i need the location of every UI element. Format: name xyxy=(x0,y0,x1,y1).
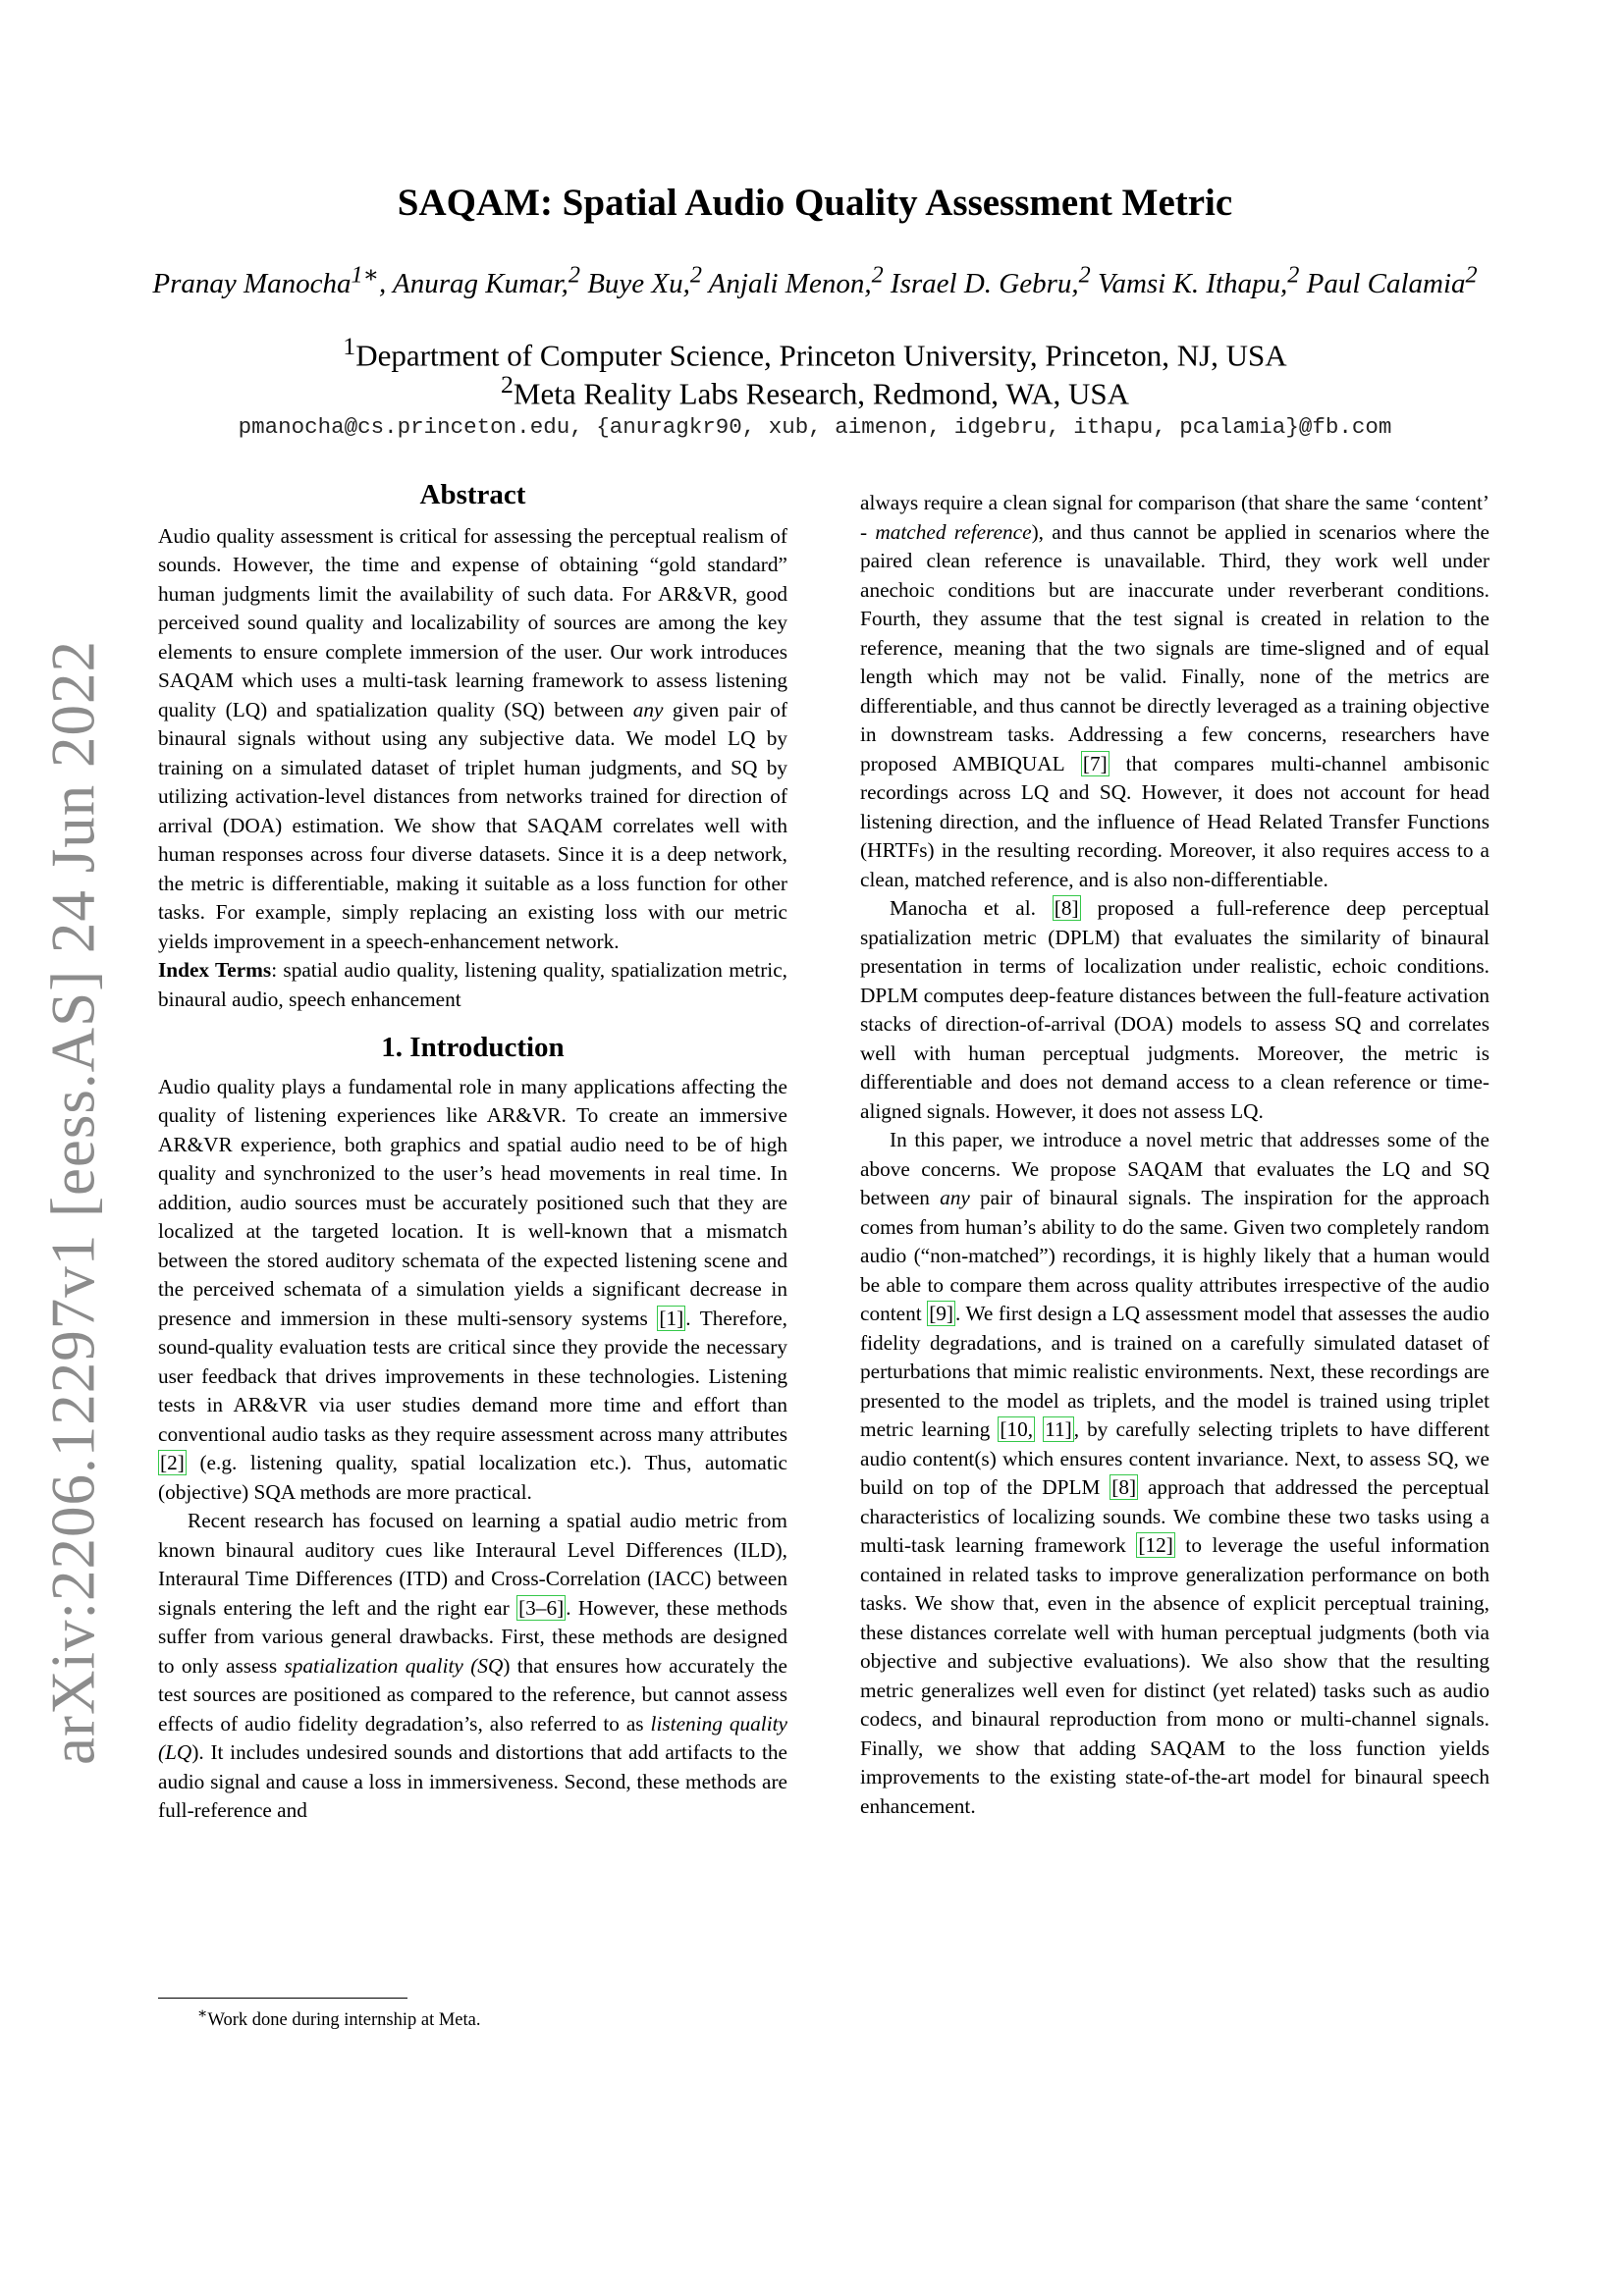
author: Anurag Kumar,$^2$ xyxy=(393,261,580,299)
citation-link[interactable]: [2] xyxy=(160,1451,185,1474)
intro-paragraph: always require a clean signal for comparison (that share the same ‘content’ - matched reference), and thus cannot be applied in scenarios where the paired clean reference is unavailable. Third, they work well under anechoic conditions but are inaccurate under reverberant conditions. Fourth, they assume that the test signal is created in relation to the reference, meaning that the two signals are time-sligned and of equal length which may not be valid. Finally, none of the metrics are differentiable, and thus cannot be directly leveraged as a training objective in downstream tasks. Addressing a few concerns, researchers have proposed AMBIQUAL [7] that compares multi-channel ambisonic recordings across LQ and SQ. However, it does not account for head listening direction, and the influence of Head Related Transfer Functions (HRTFs) in the resulting recording. Moreover, it also requires access to a clean, matched reference, and is also non-differentiable. xyxy=(860,491,1490,891)
citation-link[interactable]: [12] xyxy=(1138,1533,1173,1557)
arxiv-identifier: arXiv:2206.12297v1 [eess.AS] 24 Jun 2022 xyxy=(38,640,108,1765)
citation-link[interactable]: [3–6] xyxy=(518,1595,565,1620)
index-terms: Index Terms: spatial audio quality, listening quality, spatialization metric, binaural audio, speech enhancement xyxy=(158,958,787,1011)
author: Pranay Manocha$^{1∗}$ xyxy=(152,261,380,299)
author-list: Pranay Manocha$^{1∗}$, Anurag Kumar,$^2$ Buye Xu,$^2$ Anjali Menon,$^2$ Israel D. Gebru,$^2$ Vamsi K. Ithapu,$^2$ Paul Calamia$^2$ xyxy=(152,261,1478,299)
abstract-text: Audio quality assessment is critical for assessing the perceptual realism of sounds. However, the time and expense of obtaining “gold standard” human judgments limit the availability of such data. For AR&VR, good perceived sound quality and localizability of sources are among the key elements to ensure complete immersion of the user. Our work introduces SAQAM which uses a multi-task learning framework to assess listening quality (LQ) and spatialization quality (SQ) between any given pair of binaural signals without using any subjective data. We model LQ by training on a simulated dataset of triplet human judgments, and SQ by utilizing activation-level distances from networks trained for direction of arrival (DOA) estimation. We show that SAQAM correlates well with human responses across four diverse datasets. Since it is a deep network, the metric is differentiable, making it suitable as a loss function for other tasks. For example, simply replacing an existing loss with our metric yields improvement in a speech-enhancement network. xyxy=(158,523,787,953)
footnote-rule xyxy=(158,1998,407,1999)
left-column xyxy=(158,481,787,1826)
author: Paul Calamia$^2$ xyxy=(1306,261,1478,299)
citation-link[interactable]: [7] xyxy=(1082,751,1108,775)
intro-paragraph: Audio quality plays a fundamental role in many applications affecting the quality of listening experiences like AR&VR. To create an immersive AR&VR experience, both graphics and spatial audio need to be of high quality and synchronized to the user’s head movements in real time. In addition, audio sources must be accurately positioned such that they are localized at the targeted location. It is well-known that a mismatch between the stored auditory schemata of the expected listening scene and the perceived schemata of a simulation yields a significant decrease in presence and immersion in these multi-sensory systems [1]. Therefore, sound-quality evaluation tests are critical since they provide the necessary user feedback that drives improvements in these technologies. Listening tests in AR&VR via user studies demand more time and effort than conventional audio tasks as they require assessment across many attributes [2] (e.g. listening quality, spatial localization etc.). Thus, automatic (objective) SQA methods are more practical. xyxy=(158,1074,787,1504)
intro-paragraph: Recent research has focused on learning a spatial audio metric from known binaural auditory cues like Interaural Level Differences (ILD), Interaural Time Differences (ITD) and Cross-Correlation (IACC) between signals entering the left and the right ear [3–6]. However, these methods suffer from various general drawbacks. First, these methods are designed to only assess spatialization quality (SQ) that ensures how accurately the test sources are positioned as compared to the reference, but cannot assess effects of audio fidelity degradation’s, also referred to as listening quality (LQ). It includes undesired sounds and distortions that add artifacts to the audio signal and cause a loss in immersiveness. Second, these methods are full-reference and xyxy=(158,1509,788,1822)
author: Vamsi K. Ithapu,$^2$ xyxy=(1097,261,1300,299)
citation-link[interactable]: [10, xyxy=(1000,1417,1034,1441)
affiliation: $^2$Meta Reality Labs Research, Redmond, WA, USA xyxy=(501,370,1129,411)
citation-link[interactable]: 11] xyxy=(1045,1417,1072,1441)
introduction-heading: 1. Introduction xyxy=(381,1032,565,1063)
citation-link[interactable]: [9] xyxy=(929,1302,954,1325)
abstract-heading: Abstract xyxy=(419,479,526,510)
affiliation: $^1$Department of Computer Science, Princeton University, Princeton, NJ, USA xyxy=(343,332,1287,373)
footnote: ∗Work done during internship at Meta. xyxy=(158,1998,787,2031)
intro-paragraph: In this paper, we introduce a novel metric that addresses some of the above concerns. We propose SAQAM that evaluates the LQ and SQ between any pair of binaural signals. The inspiration for the approach comes from human’s ability to do the same. Given two completely random audio (“non-matched”) recordings, it is highly likely that a human would be able to compare them across quality attributes irrespective of the audio content [9]. We first design a LQ assessment model that assesses the audio fidelity degradations, and is trained on a carefully simulated dataset of perturbations that mimic realistic environments. Next, these recordings are presented to the model as triplets, and the model is trained using triplet metric learning [10, 11], by carefully selecting triplets to have different audio content(s) which ensures content invariance. Next, to assess SQ, we build on top of the DPLM [8] approach that addressed the perceptual characteristics of localizing sounds. We combine these two tasks using a multi-task learning framework [12] to leverage the useful information contained in related tasks to improve generalization performance on both tasks. We show that, even in the absence of explicit perceptual training, these distances correlate well with human perceptual judgments (both via objective and subjective evaluations). We also show that the resulting metric generalizes well even for distinct (yet related) tasks such as audio codecs, and binaural reproduction from mono or multi-channel signals. Finally, we show that adding SAQAM to the loss function yields improvements to the existing state-of-the-art model for binaural speech enhancement. xyxy=(860,1128,1490,1818)
author: Buye Xu,$^2$ xyxy=(587,261,702,299)
citation-link[interactable]: [1] xyxy=(659,1306,684,1330)
citation-link[interactable]: [8] xyxy=(1111,1475,1137,1499)
author: Israel D. Gebru,$^2$ xyxy=(890,261,1091,299)
intro-paragraph: Manocha et al. [8] proposed a full-reference deep perceptual spatialization metric (DPLM) that evaluates the similarity of binaural presentation in terms of localization under realistic, echoic conditions. DPLM computes deep-feature distances between the full-feature activation stacks of direction-of-arrival (DOA) models to assess SQ and correlates well with human perceptual judgments. Moreover, the metric is differentiable and does not demand access to a clean reference or time-aligned signals. However, it does not assess LQ. xyxy=(860,896,1490,1123)
citation-link[interactable]: [8] xyxy=(1054,896,1079,920)
paper-title: SAQAM: Spatial Audio Quality Assessment Metric xyxy=(397,182,1233,224)
author-emails[interactable]: pmanocha@cs.princeton.edu, {anuragkr90, xub, aimenon, idgebru, ithapu, pcalamia}@fb.com xyxy=(238,414,1392,440)
author: Anjali Menon,$^2$ xyxy=(708,261,884,299)
right-column xyxy=(860,489,1489,1821)
